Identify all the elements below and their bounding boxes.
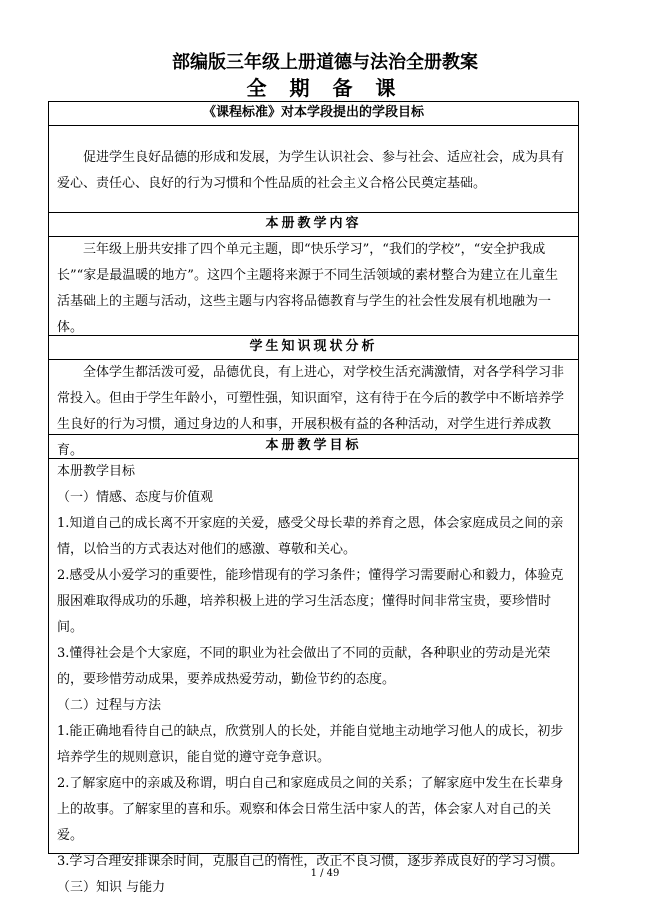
section-body-teaching-goals <box>49 459 578 905</box>
section-header-teaching-goals: 本册教学目标 <box>49 435 578 459</box>
student-analysis-paragraph: 全体学生都活泼可爱，品德优良，有上进心，对学校生活充满激情，对各学科学习非常投入。但由于学生年龄小，可塑性强，知识面窄，这有待于在今后的教学中不断培养学生良好的行为习惯，通过身边的人和事，开展积极有益的各种活动，对学生进行养成教育。 <box>57 365 565 458</box>
goals-item: 2.感受从小爱学习的重要性，能珍惜现有的学习条件；懂得学习需要耐心和毅力，体验克服困难取得成功的乐趣，培养积极上进的学习生活态度；懂得时间非常宝贵，要珍惜时间。 <box>57 568 564 635</box>
goals-subheading-emotion: （一）情感、态度与价值观 <box>57 490 214 505</box>
section-body-curriculum-standards <box>49 126 578 213</box>
goals-intro-line: 本册教学目标 <box>57 464 136 479</box>
document-title: 部编版三年级上册道德与法治全册教案 <box>172 52 478 73</box>
goals-item: 1.能正确地看待自己的缺点，欣赏别人的长处，并能自觉地主动地学习他人的成长，初步培养学生的规则意识，能自觉的遵守竞争意识。 <box>57 724 564 765</box>
document-subtitle: 全 期 备 课 <box>246 76 404 100</box>
section-header-teaching-content: 本册教学内容 <box>49 213 578 237</box>
goals-item: 1.知道自己的成长离不开家庭的关爱，感受父母长辈的养育之恩，体会家庭成员之间的亲情，以恰当的方式表达对他们的感激、尊敬和关心。 <box>57 516 564 557</box>
goals-item: 3.懂得社会是个大家庭，不同的职业为社会做出了不同的贡献，各种职业的劳动是光荣的，要珍惜劳动成果，要养成热爱劳动，勤俭节约的态度。 <box>57 646 551 687</box>
goals-subheading-knowledge: （三）知识 与能力 <box>57 880 166 895</box>
goals-item: 2.了解家庭中的亲戚及称谓，明白自己和家庭成员之间的关系；了解家庭中发生在长辈身上的故事。了解家里的喜和乐。观察和体会日常生活中家人的苦，体会家人对自己的关爱。 <box>57 776 564 843</box>
section-header-student-analysis: 学生知识现状分析 <box>49 336 578 360</box>
curriculum-goal-paragraph: 促进学生良好品德的形成和发展，为学生认识社会、参与社会、适应社会，成为具有爱心、责任心、良好的行为习惯和个性品质的社会主义合格公民奠定基础。 <box>57 150 565 191</box>
goals-item: 3.学习合理安排课余时间，克服自己的惰性，改正不良习惯，逐步养成良好的学习习惯。 <box>57 854 564 869</box>
section-header-curriculum-standards: 《课程标准》对本学段提出的学段目标 <box>49 102 578 126</box>
goals-subheading-process: （二）过程与方法 <box>57 698 162 713</box>
teaching-content-paragraph: 三年级上册共安排了四个单元主题，即“快乐学习”，“我们的学校”，“安全护我成长”“家是最温暖的地方”。这四个主题将来源于不同生活领域的素材整合为建立在儿童生活基础上的主题与活动，这些主题与内容将品德教育与学生的社会性发展有机地融为一体。 <box>57 242 558 335</box>
page-number: 1 / 49 <box>310 868 340 879</box>
section-body-teaching-content <box>49 237 578 336</box>
